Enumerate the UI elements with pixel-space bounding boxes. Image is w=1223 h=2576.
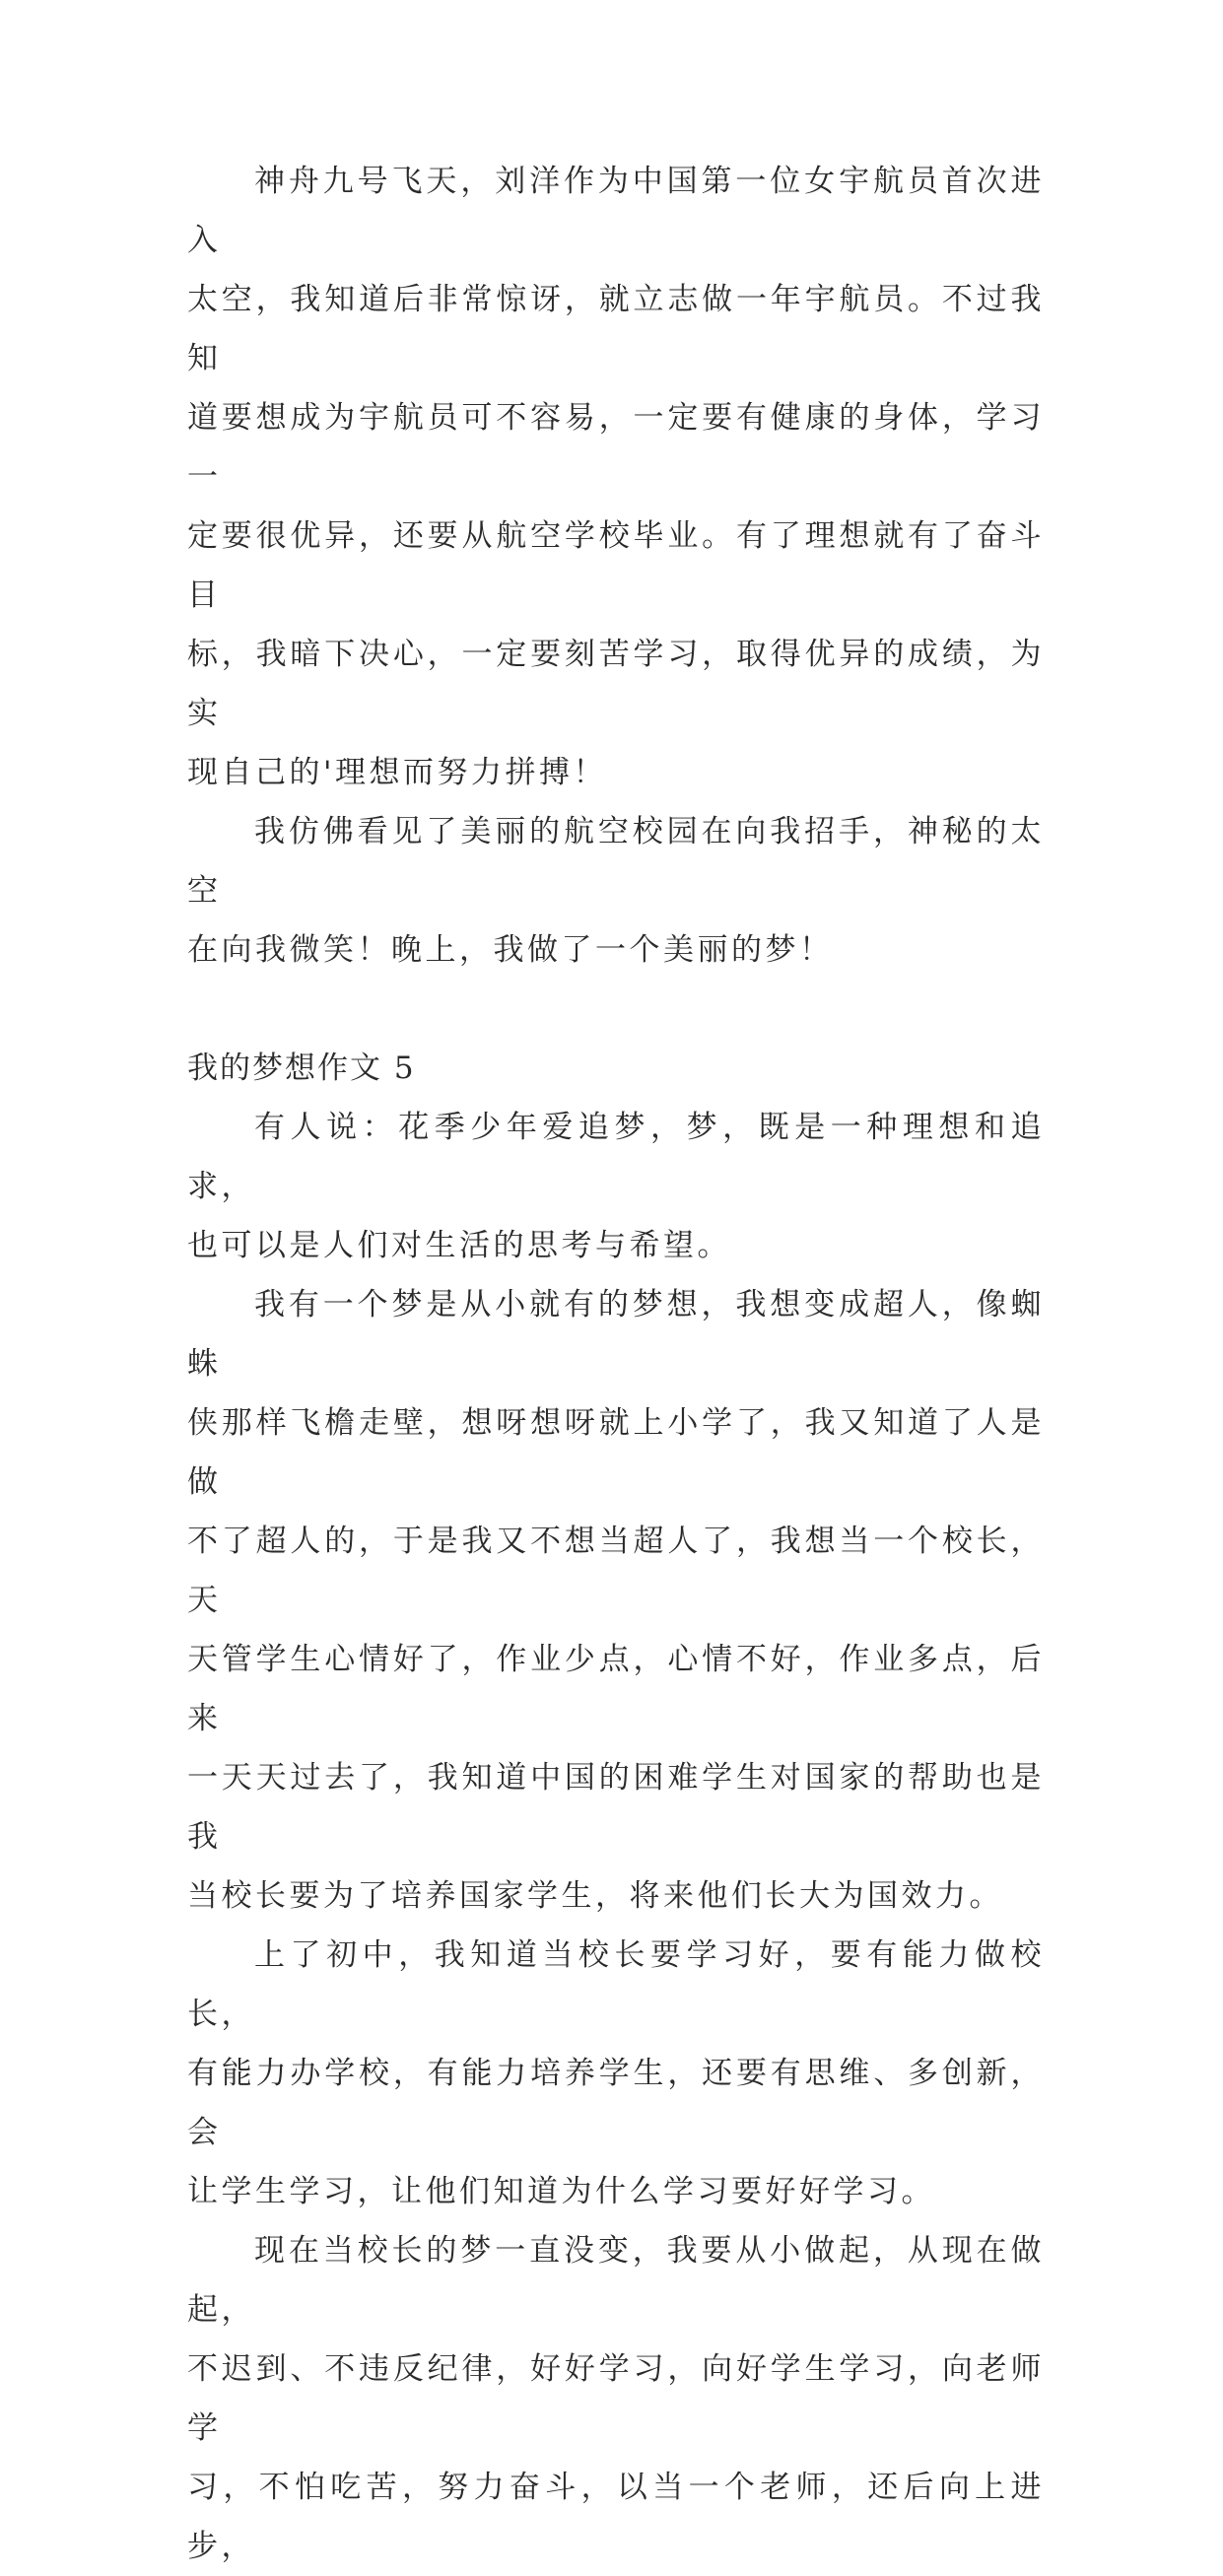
paragraph-middle-school: 上了初中，我知道当校长要学习好，要有能力做校长， 有能力办学校，有能力培养学生，还要有思维、多创新，会 让学生学习，让他们知道为什么学习要好好学习。 [187,1937,1045,2209]
paragraph-childhood-dream: 我有一个梦是从小就有的梦想，我想变成超人，像蜘蛛 侠那样飞檐走壁，想呀想呀就上小学了，我又知道了人是做 不了超人的，于是我又不想当超人了，我想当一个校长，天 天管学生心情好了，作业少点，心情不好，作业多点，后来 一天天过去了，我知道中国的困难学生对国家的帮助也是我 当校长要为了培养国家学生，将来他们长大为国效力。 [187,1287,1045,1914]
paragraph-present: 现在当校长的梦一直没变，我要从小做起，从现在做起， 不迟到、不违反纪律，好好学习，向好学生学习，向老师学 习，不怕吃苦，努力奋斗，以当一个老师，还后向上进步， [187,2233,1045,2564]
paragraph-astronaut-dream: 神舟九号飞天，刘洋作为中国第一位女宇航员首次进入 太空，我知道后非常惊讶，就立志做一年宇航员。不过我知 道要想成为宇航员可不容易，一定要有健康的身体，学习一 定要很优异，还要从航空学校毕业。有了理想就有了奋斗目 标，我暗下决心，一定要刻苦学习，取得优异的成绩，为实 现自己的'理想而努力拼搏！ [187,164,1045,790]
section-title: 我的梦想作文 5 [187,1051,416,1086]
paragraph-beautiful-dream: 我仿佛看见了美丽的航空校园在向我招手，神秘的太空 在向我微笑！晚上，我做了一个美丽的梦！ [187,814,1045,968]
document-body [187,152,1045,2576]
paragraph-intro: 有人说：花季少年爱追梦，梦，既是一种理想和追求， 也可以是人们对生活的思考与希望。 [187,1110,1045,1263]
